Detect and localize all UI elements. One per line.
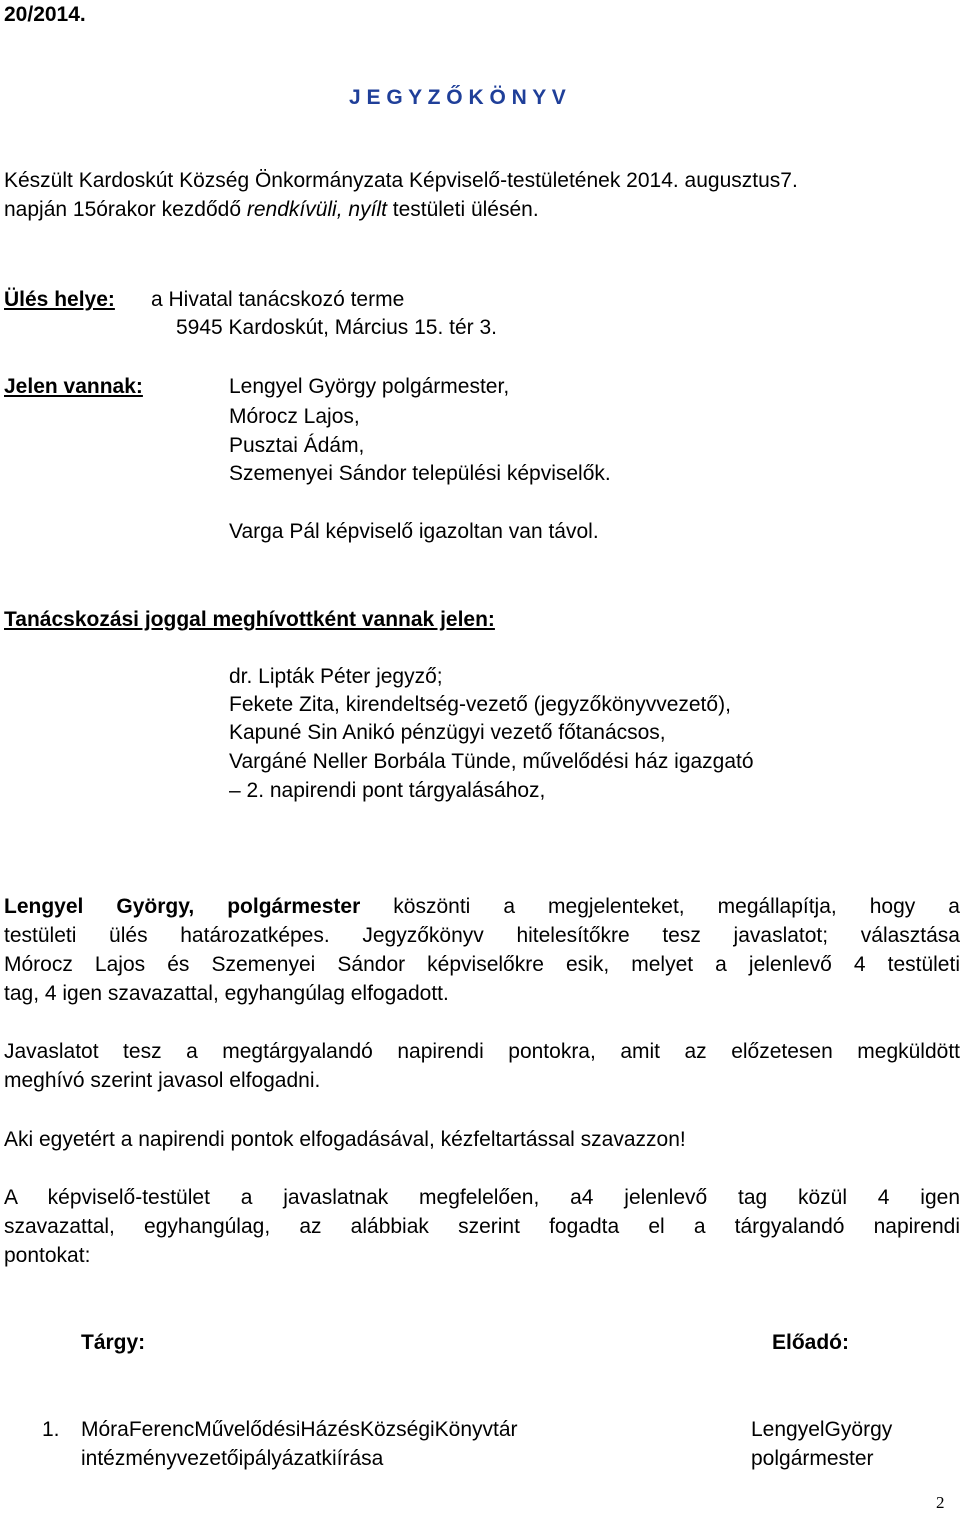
present-member: Szemenyei Sándor települési képviselők. — [229, 462, 611, 485]
document-number: 20/2014. — [4, 3, 86, 26]
paragraph-4-line-1: A képviselő-testület a javaslatnak megfelelően, a4 jelenlevő tag közül 4 igen — [4, 1186, 960, 1209]
absent-note: Varga Pál képviselő igazoltan van távol. — [229, 520, 599, 543]
paragraph-1-line-2: testületi ülés határozatképes. Jegyzőkönyv hitelesítőkre tesz javaslatot; választása — [4, 924, 960, 947]
agenda-item-subject-line-1: MóraFerencMűvelődésiHázésKözségiKönyvtár — [81, 1418, 518, 1441]
agenda-item-subject-line-2: intézményvezetőipályázatkiírása — [81, 1447, 384, 1470]
paragraph-3: Aki egyetért a napirendi pontok elfogadásával, kézfeltartással szavazzon! — [4, 1128, 686, 1151]
present-member: Mórocz Lajos, — [229, 405, 360, 428]
venue-line-1: a Hivatal tanácskozó terme — [151, 288, 405, 311]
agenda-item-number: 1. — [42, 1418, 60, 1441]
invited-line: Kapuné Sin Anikó pénzügyi vezető főtanácsos, — [229, 721, 666, 744]
agenda-item-presenter-line-1: LengyelGyörgy — [751, 1418, 893, 1441]
paragraph-1-line-3: Mórocz Lajos és Szemenyei Sándor képviselőkre esik, melyet a jelenlevő 4 testületi — [4, 953, 960, 976]
paragraph-4-line-3: pontokat: — [4, 1244, 91, 1267]
present-label: Jelen vannak: — [4, 375, 143, 398]
agenda-item-presenter-line-2: polgármester — [751, 1447, 874, 1470]
paragraph-2-line-1: Javaslatot tesz a megtárgyalandó napirendi pontokra, amit az előzetesen megküldött — [4, 1040, 960, 1063]
invited-line: Fekete Zita, kirendeltség-vezető (jegyzőkönyvvezető), — [229, 693, 731, 716]
present-member: Lengyel György polgármester, — [229, 375, 510, 398]
page-number: 2 — [936, 1493, 945, 1512]
paragraph-2-line-2: meghívó szerint javasol elfogadni. — [4, 1069, 321, 1092]
venue-label: Ülés helye: — [4, 288, 115, 311]
agenda-subject-header: Tárgy: — [81, 1331, 146, 1354]
paragraph-1-line-4: tag, 4 igen szavazattal, egyhangúlag elfogadott. — [4, 982, 449, 1005]
invited-heading: Tanácskozási joggal meghívottként vannak jelen: — [4, 608, 495, 631]
document-title: J E G Y Z Ő K Ö N Y V — [349, 86, 566, 109]
intro-line-1: Készült Kardoskút Község Önkormányzata Képviselő-testületének 2014. augusztus7. — [4, 169, 798, 192]
invited-line: Vargáné Neller Borbála Tünde, művelődési ház igazgató — [229, 750, 754, 773]
present-member: Pusztai Ádám, — [229, 434, 365, 457]
venue-line-2: 5945 Kardoskút, Március 15. tér 3. — [176, 316, 497, 339]
paragraph-4-line-2: szavazattal, egyhangúlag, az alábbiak szerint fogadta el a tárgyalandó napirendi — [4, 1215, 960, 1238]
intro-line-2: napján 15órakor kezdődő rendkívüli, nyílt testületi ülésén. — [4, 198, 539, 221]
agenda-presenter-header: Előadó: — [772, 1331, 849, 1354]
invited-line: dr. Lipták Péter jegyző; — [229, 665, 443, 688]
invited-line: – 2. napirendi pont tárgyalásához, — [229, 779, 546, 802]
paragraph-1-line-1: Lengyel György, polgármester köszönti a megjelenteket, megállapítja, hogy a — [4, 895, 960, 918]
